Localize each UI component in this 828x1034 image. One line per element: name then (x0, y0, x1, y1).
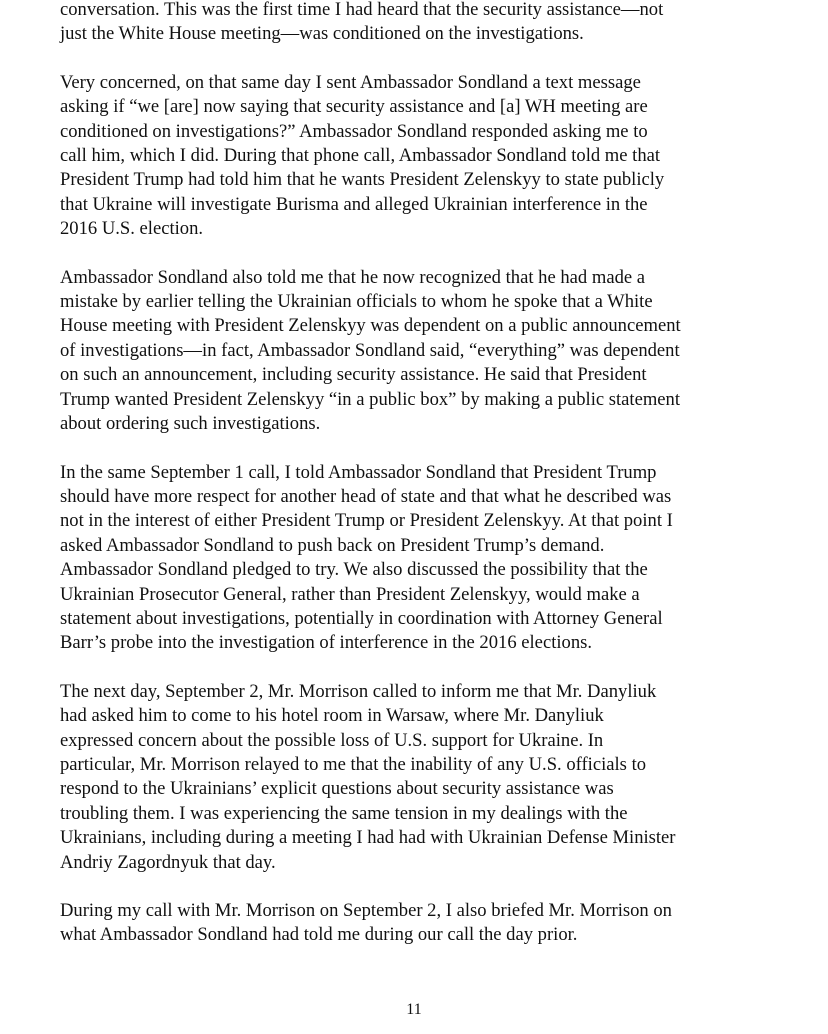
paragraph-1: conversation. This was the first time I had heard that the security assistance—not just the White House meeting—was conditioned on the investigations. (60, 0, 664, 45)
paragraph-3: Ambassador Sondland also told me that he now recognized that he had made a mistake by earlier telling the Ukrainian officials to whom he spoke that a White House meeting with President Zelenskyy was dependent on a public announcement of investigations—in fact, Ambassador Sondland said, “everything” was dependent on such an announcement, including security assistance. He said that President Trump wanted President Zelenskyy “in a public box” by making a public statement about ordering such investigations. (60, 266, 681, 435)
document-body (60, 0, 790, 972)
page-number: 11 (406, 1001, 422, 1018)
paragraph-6: During my call with Mr. Morrison on September 2, I also briefed Mr. Morrison on what Ambassador Sondland had told me during our call the day prior. (60, 900, 672, 946)
paragraph-5: The next day, September 2, Mr. Morrison called to inform me that Mr. Danyliuk had asked him to come to his hotel room in Warsaw, where Mr. Danyliuk expressed concern about the possible loss of U.S. support for Ukraine. In particular, Mr. Morrison relayed to me that the inability of any U.S. officials to respond to the Ukrainians’ explicit questions about security assistance was troubling them. I was experiencing the same tension in my dealings with the Ukrainians, including during a meeting I had had with Ukrainian Defense Minister Andriy Zagordnyuk that day. (60, 680, 676, 873)
paragraph-4: In the same September 1 call, I told Ambassador Sondland that President Trump should have more respect for another head of state and that what he described was not in the interest of either President Trump or President Zelenskyy. At that point I asked Ambassador Sondland to push back on President Trump’s demand. Ambassador Sondland pledged to try. We also discussed the possibility that the Ukrainian Prosecutor General, rather than President Zelenskyy, would make a statement about investigations, potentially in coordination with Attorney General Barr’s probe into the investigation of interference in the 2016 elections. (60, 461, 673, 654)
paragraph-2: Very concerned, on that same day I sent Ambassador Sondland a text message asking if “we [are] now saying that security assistance and [a] WH meeting are conditioned on investigations?” Ambassador Sondland responded asking me to call him, which I did. During that phone call, Ambassador Sondland told me that President Trump had told him that he wants President Zelenskyy to state publicly that Ukraine will investigate Burisma and alleged Ukrainian interference in the 2016 U.S. election. (60, 71, 665, 240)
